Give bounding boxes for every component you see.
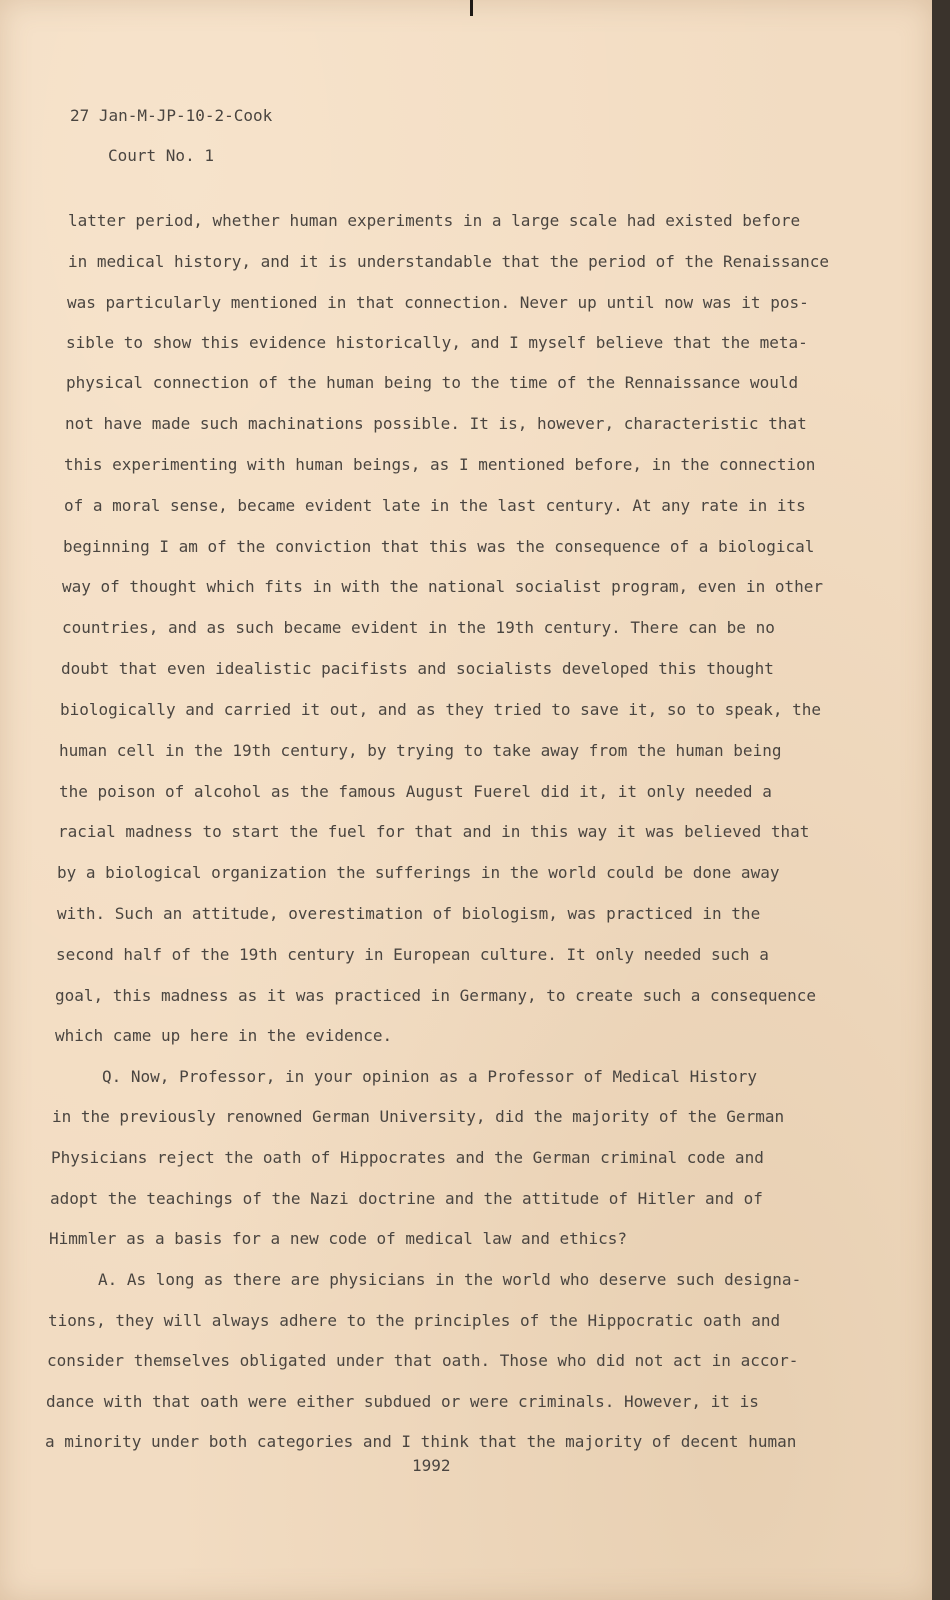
text-line: a minority under both categories and I think that the majority of decent human xyxy=(45,1432,797,1451)
text-line: physical connection of the human being to the time of the Rennaissance would xyxy=(66,373,799,392)
text-line: human cell in the 19th century, by trying to take away from the human being xyxy=(59,741,782,760)
page-number: 1992 xyxy=(412,1456,451,1475)
text-line: consider themselves obligated under that oath. Those who did not act in accor- xyxy=(47,1351,799,1370)
text-line: the poison of alcohol as the famous August Fuerel did it, it only needed a xyxy=(59,782,772,801)
text-line: by a biological organization the sufferings in the world could be done away xyxy=(57,863,780,882)
scan-edge xyxy=(932,0,950,1600)
text-line: in the previously renowned German University, did the majority of the German xyxy=(52,1107,785,1126)
text-line: was particularly mentioned in that connection. Never up until now was it pos- xyxy=(67,293,809,312)
text-line: sible to show this evidence historically, and I myself believe that the meta- xyxy=(66,333,808,352)
text-line: adopt the teachings of the Nazi doctrine and the attitude of Hitler and of xyxy=(50,1189,763,1208)
text-line: not have made such machinations possible. It is, however, characteristic that xyxy=(65,414,807,433)
text-line: Physicians reject the oath of Hippocrates and the German criminal code and xyxy=(51,1148,764,1167)
text-line: of a moral sense, became evident late in the last century. At any rate in its xyxy=(64,496,806,515)
text-line: this experimenting with human beings, as I mentioned before, in the connection xyxy=(64,455,816,474)
text-line: beginning I am of the conviction that this was the consequence of a biological xyxy=(63,537,815,556)
text-line: in medical history, and it is understandable that the period of the Renaissance xyxy=(68,252,829,271)
text-line: racial madness to start the fuel for that and in this way it was believed that xyxy=(58,822,810,841)
text-line: second half of the 19th century in European culture. It only needed such a xyxy=(56,945,769,964)
text-line: biologically and carried it out, and as they tried to save it, so to speak, the xyxy=(60,700,821,719)
text-line: tions, they will always adhere to the principles of the Hippocratic oath and xyxy=(48,1311,781,1330)
text-line: goal, this madness as it was practiced in Germany, to create such a consequence xyxy=(55,986,816,1005)
answer-line: A. As long as there are physicians in the world who deserve such designa- xyxy=(98,1270,802,1289)
text-line: Himmler as a basis for a new code of medical law and ethics? xyxy=(49,1229,627,1248)
text-line: with. Such an attitude, overestimation of biologism, was practiced in the xyxy=(57,904,761,923)
text-line: which came up here in the evidence. xyxy=(55,1026,393,1045)
text-line: dance with that oath were either subdued or were criminals. However, it is xyxy=(46,1392,759,1411)
document-reference: 27 Jan-M-JP-10-2-Cook xyxy=(70,106,273,125)
text-line: doubt that even idealistic pacifists and socialists developed this thought xyxy=(61,659,774,678)
text-line: countries, and as such became evident in the 19th century. There can be no xyxy=(62,618,775,637)
text-line: latter period, whether human experiments in a large scale had existed before xyxy=(68,211,801,230)
binding-mark xyxy=(470,0,473,16)
text-line: way of thought which fits in with the national socialist program, even in other xyxy=(62,577,823,596)
question-line: Q. Now, Professor, in your opinion as a Professor of Medical History xyxy=(102,1067,758,1086)
court-number: Court No. 1 xyxy=(108,146,214,165)
